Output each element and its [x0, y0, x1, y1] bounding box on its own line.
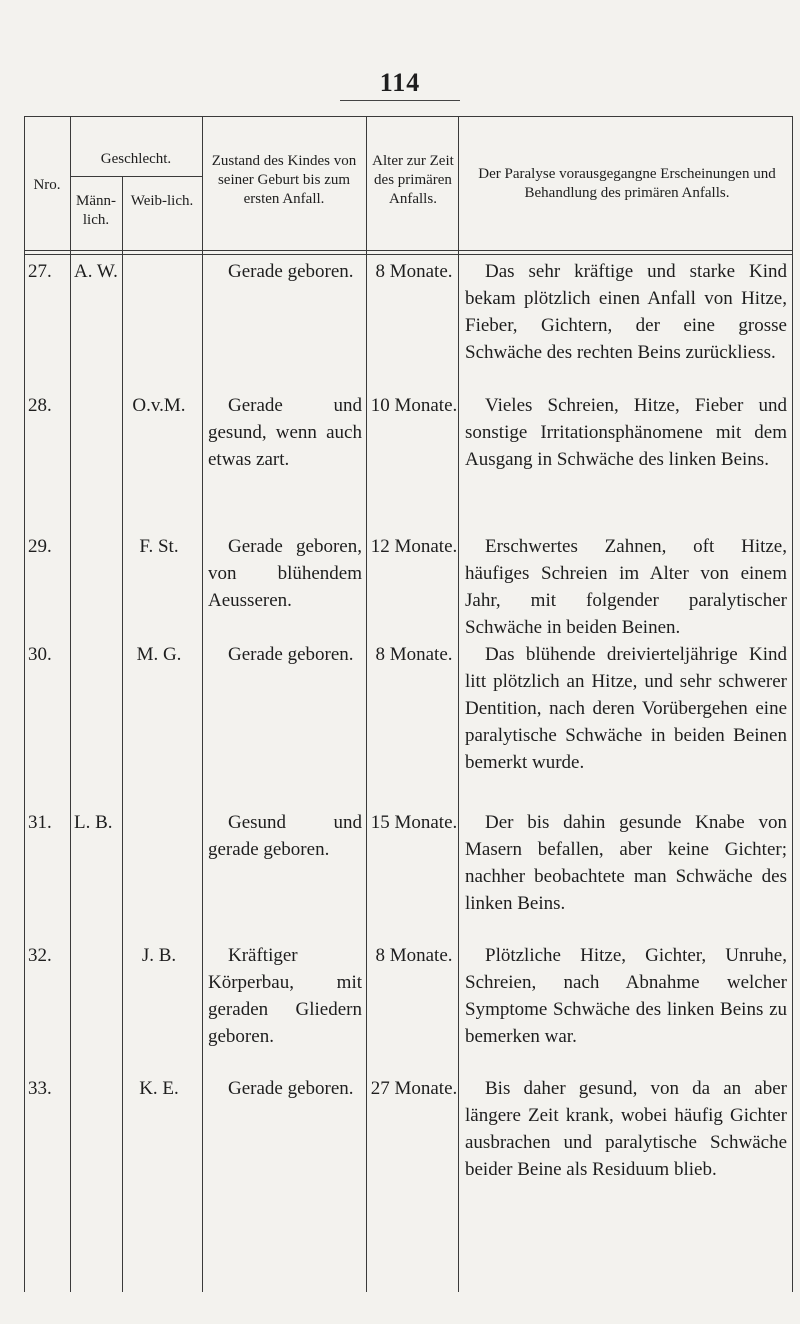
row-alter: 10 Monate.: [370, 395, 458, 416]
row-maennlich: A. W.: [74, 261, 118, 282]
row-paralyse: Erschwertes Zahnen, oft Hitze, häufiges Schreien im Alter von einem Jahr, mit folgender paralytischer Schwäche in beiden Beinen.: [465, 536, 787, 638]
row-zustand: Gerade geboren.: [228, 261, 354, 282]
row-weiblich: O.v.M.: [132, 395, 186, 416]
row-nro: 33.: [28, 1078, 52, 1099]
row-paralyse: Das blühende dreivierteljährige Kind litt plötzlich an Hitze, und sehr schwerer Dentition, nach deren Vorübergehen eine paralytische Schwäche in beiden Beinen bemerkt wurde.: [465, 644, 787, 773]
row-paralyse: Plötzliche Hitze, Gichter, Unruhe, Schreien, nach Abnahme welcher Symptome Schwäche des linken Beins zu bemerken war.: [465, 945, 787, 1047]
row-maennlich: L. B.: [74, 812, 113, 833]
row-weiblich: J. B.: [141, 945, 177, 966]
row-zustand: Gerade und gesund, wenn auch etwas zart.: [208, 395, 362, 470]
header-maennlich: Männ-lich.: [76, 193, 116, 228]
header-geschlecht: Geschlecht.: [100, 151, 172, 167]
row-zustand: Kräftiger Körperbau, mit geraden Gliedern geboren.: [208, 945, 362, 1047]
row-alter: 8 Monate.: [375, 261, 453, 282]
row-paralyse: Das sehr kräftige und starke Kind bekam plötzlich einen Anfall von Hitze, Fieber, Gichtern, der eine grosse Schwäche des rechten Beins zurückliess.: [465, 261, 787, 363]
row-nro: 28.: [28, 395, 52, 416]
row-nro: 30.: [28, 644, 52, 665]
header-weiblich: Weib-lich.: [130, 193, 194, 209]
row-zustand: Gerade geboren.: [228, 644, 354, 665]
row-alter: 27 Monate.: [370, 1078, 458, 1099]
row-zustand: Gesund und gerade geboren.: [208, 812, 362, 860]
row-alter: 15 Monate.: [370, 812, 458, 833]
row-weiblich: K. E.: [139, 1078, 179, 1099]
row-alter: 8 Monate.: [375, 644, 453, 665]
row-nro: 32.: [28, 945, 52, 966]
row-paralyse: Vieles Schreien, Hitze, Fieber und sonstige Irritationsphänomene mit dem Ausgang in Schwäche des linken Beins.: [465, 395, 787, 470]
header-alter: Alter zur Zeit des primären Anfalls.: [372, 153, 454, 207]
page-number: 114: [0, 68, 800, 101]
row-nro: 31.: [28, 812, 52, 833]
row-weiblich: F. St.: [139, 536, 179, 557]
row-nro: 27.: [28, 261, 52, 282]
row-paralyse: Der bis dahin gesunde Knabe von Masern befallen, aber keine Gichter; nachher beobachtete man Schwäche des linken Beins.: [465, 812, 787, 914]
row-weiblich: M. G.: [136, 644, 182, 665]
row-zustand: Gerade geboren.: [228, 1078, 354, 1099]
row-alter: 8 Monate.: [375, 945, 453, 966]
row-alter: 12 Monate.: [370, 536, 458, 557]
header-nro: Nro.: [33, 177, 61, 193]
row-zustand: Gerade geboren, von blühendem Aeusseren.: [208, 536, 362, 611]
header-zustand: Zustand des Kindes von seiner Geburt bis zum ersten Anfall.: [211, 153, 357, 207]
row-paralyse: Bis daher gesund, von da an aber längere Zeit krank, wobei häufig Gichter ausbrachen und paralytische Schwäche beider Beine als Residuum blieb.: [465, 1078, 787, 1180]
row-nro: 29.: [28, 536, 52, 557]
header-paralyse: Der Paralyse vorausgegangne Erscheinungen und Behandlung des primären Anfalls.: [478, 166, 776, 201]
